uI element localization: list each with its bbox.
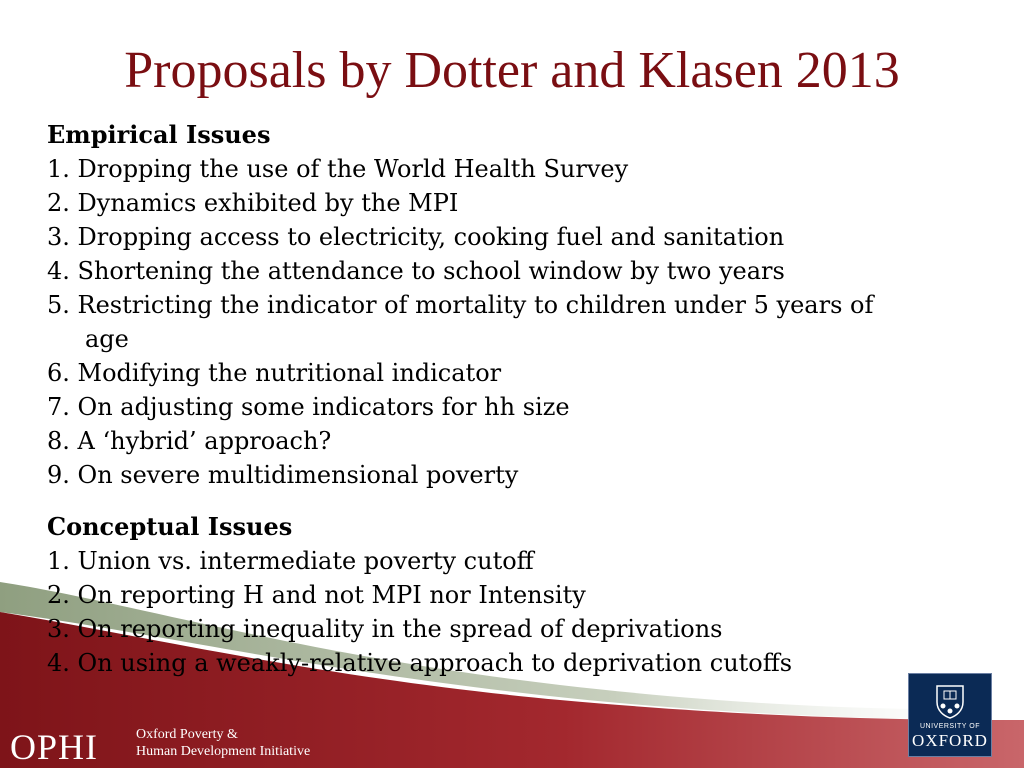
empirical-item-4: 4. Shortening the attendance to school window by two years <box>47 257 785 285</box>
ophi-subtitle <box>136 726 310 760</box>
conceptual-item-2: 2. On reporting H and not MPI nor Intensity <box>47 581 586 609</box>
conceptual-item-1: 1. Union vs. intermediate poverty cutoff <box>47 547 534 575</box>
empirical-item-3: 3. Dropping access to electricity, cooking fuel and sanitation <box>47 223 785 251</box>
ophi-subtitle-line-2: Human Development Initiative <box>136 744 311 759</box>
empirical-issues-heading: Empirical Issues <box>47 120 271 149</box>
empirical-item-1: 1. Dropping the use of the World Health Survey <box>47 155 629 183</box>
oxford-name-text: OXFORD <box>912 731 988 750</box>
oxford-logo <box>908 673 992 757</box>
empirical-item-6: 6. Modifying the nutritional indicator <box>47 359 502 387</box>
empirical-item-9: 9. On severe multidimensional poverty <box>47 461 519 489</box>
slide-body <box>47 118 987 680</box>
conceptual-issues-heading: Conceptual Issues <box>47 512 293 541</box>
slide-title: Proposals by Dotter and Klasen 2013 <box>124 42 900 99</box>
ophi-logo: OPHI <box>10 727 99 767</box>
oxford-university-text: UNIVERSITY OF <box>919 723 981 730</box>
empirical-item-2: 2. Dynamics exhibited by the MPI <box>47 189 459 217</box>
oxford-crest-icon <box>931 682 969 720</box>
empirical-item-8: 8. A ‘hybrid’ approach? <box>47 427 332 455</box>
conceptual-item-3: 3. On reporting inequality in the spread of deprivations <box>47 615 723 643</box>
empirical-item-5: 5. Restricting the indicator of mortality to children under 5 years of <box>47 291 874 319</box>
conceptual-item-4: 4. On using a weakly-relative approach to deprivation cutoffs <box>47 649 793 677</box>
section-gap <box>47 492 987 510</box>
empirical-item-5-continued: age <box>85 325 129 353</box>
empirical-item-7: 7. On adjusting some indicators for hh size <box>47 393 570 421</box>
ophi-subtitle-line-1: Oxford Poverty & <box>136 727 238 742</box>
